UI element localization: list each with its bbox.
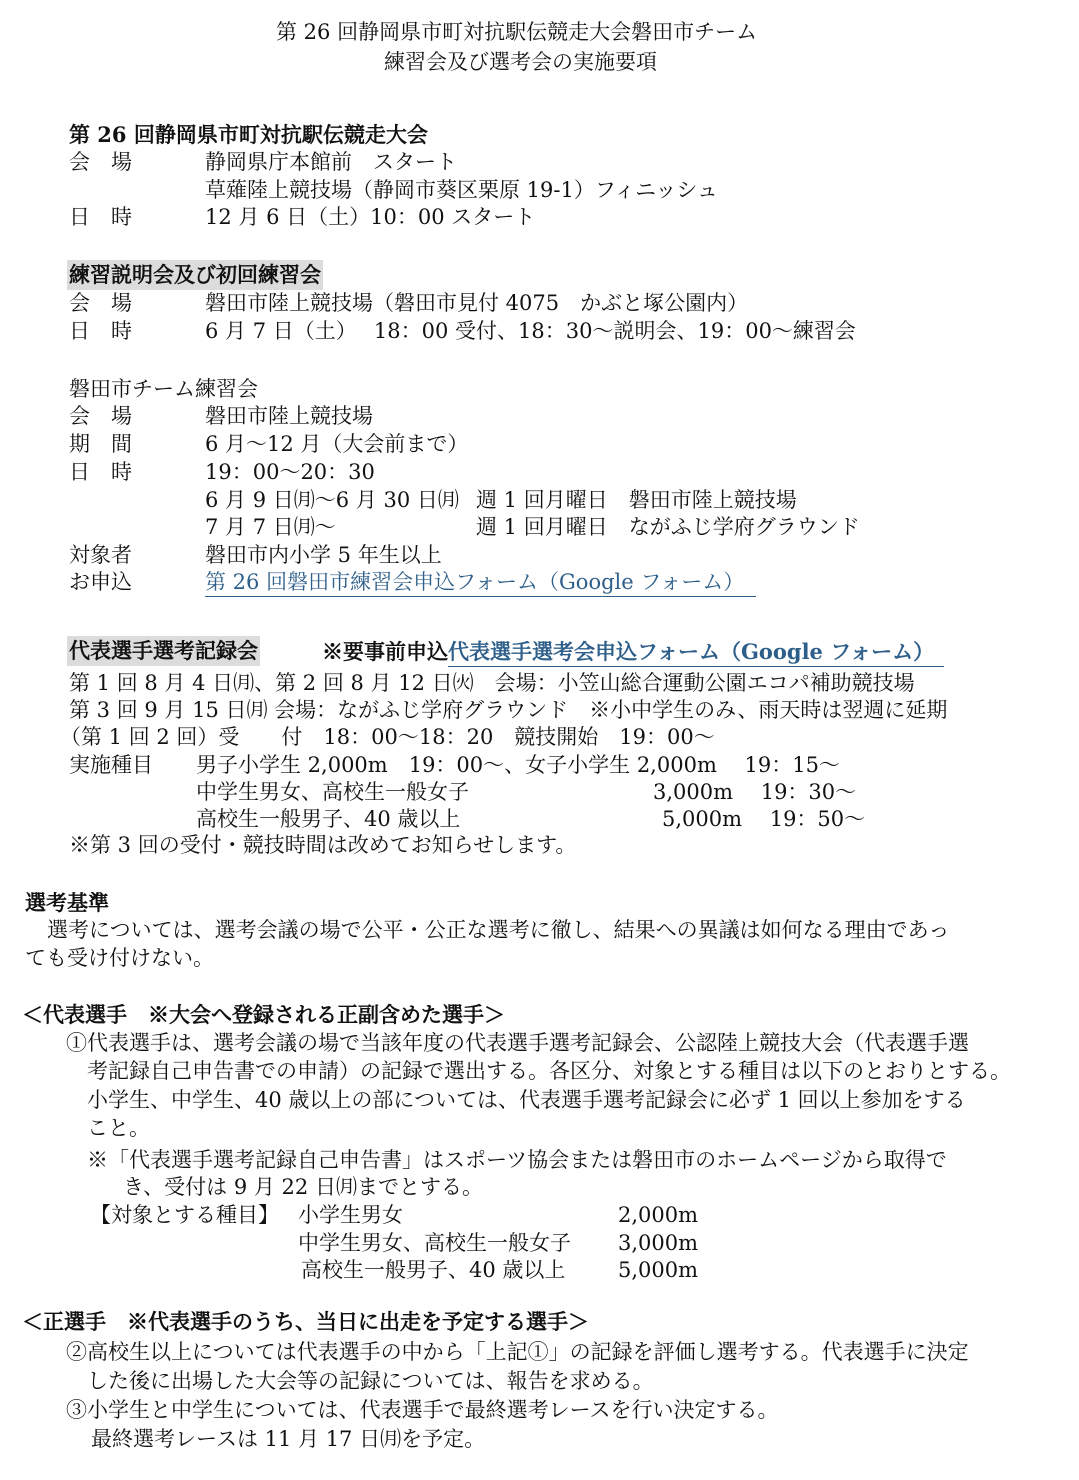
race-date-value: 12 月 6 日（土）10：00 スタート <box>205 205 536 229</box>
selection-meet-heading: 代表選手選考記録会 <box>67 636 260 666</box>
regulars-p2-line1: ②高校生以上については代表選手の中から「上記①」の記録を評価し選考する。代表選手に決定 <box>66 1340 969 1364</box>
representatives-event-distance: 5,000m <box>618 1258 699 1282</box>
regulars-p3-line2: 最終選考レースは 11 月 17 日㈪を予定。 <box>91 1427 486 1451</box>
race-venue-label: 会 場 <box>69 150 132 174</box>
race-heading: 第 26 回静岡県市町対抗駅伝競走大会 <box>69 122 428 147</box>
practice-target-label: 対象者 <box>69 543 132 567</box>
representatives-note-line2: き、受付は 9 月 22 日㈪までとする。 <box>123 1175 483 1199</box>
practice-venue-value: 磐田市陸上競技場 <box>205 404 373 428</box>
selection-meet-event2-name: 中学生男女、高校生一般女子 <box>196 780 469 804</box>
selection-meet-note: ※第 3 回の受付・競技時間は改めてお知らせします。 <box>69 833 577 857</box>
representatives-note-line1: ※「代表選手選考記録自己申告書」はスポーツ協会または磐田市のホームページから取得で <box>87 1148 947 1172</box>
selection-meet-events-label: 実施種目 <box>69 753 153 777</box>
race-venue-start: 静岡県庁本館前 スタート <box>205 150 457 174</box>
document-title-line2: 練習会及び選考会の実施要項 <box>384 50 657 74</box>
selection-meet-line1: 第 1 回 8 月 4 日㈪、第 2 回 8 月 12 日㈫ 会場：小笠山総合運動公園エコパ補助競技場 <box>69 671 915 695</box>
practice-period-value: 6 月～12 月（大会前まで） <box>205 432 469 456</box>
briefing-heading: 練習説明会及び初回練習会 <box>67 260 323 290</box>
race-date-label: 日 時 <box>69 205 132 229</box>
practice-date-label: 日 時 <box>69 460 132 484</box>
representatives-p1-line3: 小学生、中学生、40 歳以上の部については、代表選手選考記録会に必ず 1 回以上参加をする <box>87 1088 966 1112</box>
selection-meet-event2-time: 3,000m 19：30～ <box>653 780 857 804</box>
selection-meet-line2: 第 3 回 9 月 15 日㈪ 会場：ながふじ学府グラウンド ※小中学生のみ、雨天時は翌週に延期 <box>69 698 948 722</box>
selection-meet-form-link[interactable]: 代表選手選考会申込フォーム（Google フォーム） <box>448 639 944 667</box>
document-title-line1: 第 26 回静岡県市町対抗駅伝競走大会磐田市チーム <box>276 20 758 44</box>
briefing-date-value: 6 月 7 日（土） 18：00 受付、18：30～説明会、19：00～練習会 <box>205 319 856 343</box>
criteria-text-line2: ても受け付けない。 <box>25 946 214 970</box>
practice-venue-label: 会 場 <box>69 404 132 428</box>
practice-schedule1-dates: 6 月 9 日㈪～6 月 30 日㈪ <box>205 488 459 512</box>
practice-time-value: 19：00～20：30 <box>205 460 375 484</box>
regulars-heading: ＜正選手 ※代表選手のうち、当日に出走を予定する選手＞ <box>22 1309 589 1334</box>
representatives-event-name: 高校生一般男子、40 歳以上 <box>301 1258 566 1282</box>
selection-meet-note-prefix: ※要事前申込 <box>322 639 448 664</box>
practice-schedule2-dates: 7 月 7 日㈪～ <box>205 515 336 539</box>
practice-heading: 磐田市チーム練習会 <box>69 377 258 401</box>
criteria-text-line1: 選考については、選考会議の場で公平・公正な選考に徹し、結果への異議は如何なる理由であっ <box>47 918 950 942</box>
representatives-p1-line2: 考記録自己申告書での申請）の記録で選出する。各区分、対象とする種目は以下のとおりとする。 <box>87 1059 1011 1083</box>
regulars-p3-line1: ③小学生と中学生については、代表選手で最終選考レースを行い決定する。 <box>66 1398 779 1422</box>
criteria-heading: 選考基準 <box>25 890 109 915</box>
representatives-p1-line4: こと。 <box>87 1116 150 1140</box>
selection-meet-event3-time: 5,000m 19：50～ <box>662 807 866 831</box>
representatives-event-distance: 2,000m <box>618 1203 699 1227</box>
briefing-date-label: 日 時 <box>69 319 132 343</box>
representatives-event-distance: 3,000m <box>618 1231 699 1255</box>
practice-schedule2-detail: 週 1 回月曜日 ながふじ学府グラウンド <box>476 515 860 539</box>
race-venue-finish: 草薙陸上競技場（静岡市葵区栗原 19-1）フィニッシュ <box>205 178 718 202</box>
selection-meet-event3-name: 高校生一般男子、40 歳以上 <box>196 807 461 831</box>
selection-meet-event1: 男子小学生 2,000m 19：00～、女子小学生 2,000m 19：15～ <box>196 753 840 777</box>
representatives-event-name: 小学生男女 <box>298 1203 403 1227</box>
practice-apply-label: お申込 <box>69 570 132 594</box>
briefing-venue-value: 磐田市陸上競技場（磐田市見付 4075 かぶと塚公園内） <box>205 291 749 315</box>
practice-apply-form-link[interactable]: 第 26 回磐田市練習会申込フォーム（Google フォーム） <box>205 570 756 597</box>
practice-schedule1-detail: 週 1 回月曜日 磐田市陸上競技場 <box>476 488 797 512</box>
representatives-heading: ＜代表選手 ※大会へ登録される正副含めた選手＞ <box>22 1002 505 1027</box>
practice-period-label: 期 間 <box>69 432 132 456</box>
representatives-p1-line1: ①代表選手は、選考会議の場で当該年度の代表選手選考記録会、公認陸上競技大会（代表選手選 <box>66 1031 969 1055</box>
representatives-events-label: 【対象とする種目】 <box>90 1203 279 1227</box>
regulars-p2-line2: した後に出場した大会等の記録については、報告を求める。 <box>87 1369 654 1393</box>
representatives-event-name: 中学生男女、高校生一般女子 <box>298 1231 571 1255</box>
practice-target-value: 磐田市内小学 5 年生以上 <box>205 543 442 567</box>
selection-meet-line3: （第 1 回 2 回）受 付 18：00～18：20 競技開始 19：00～ <box>60 725 715 749</box>
briefing-venue-label: 会 場 <box>69 291 132 315</box>
